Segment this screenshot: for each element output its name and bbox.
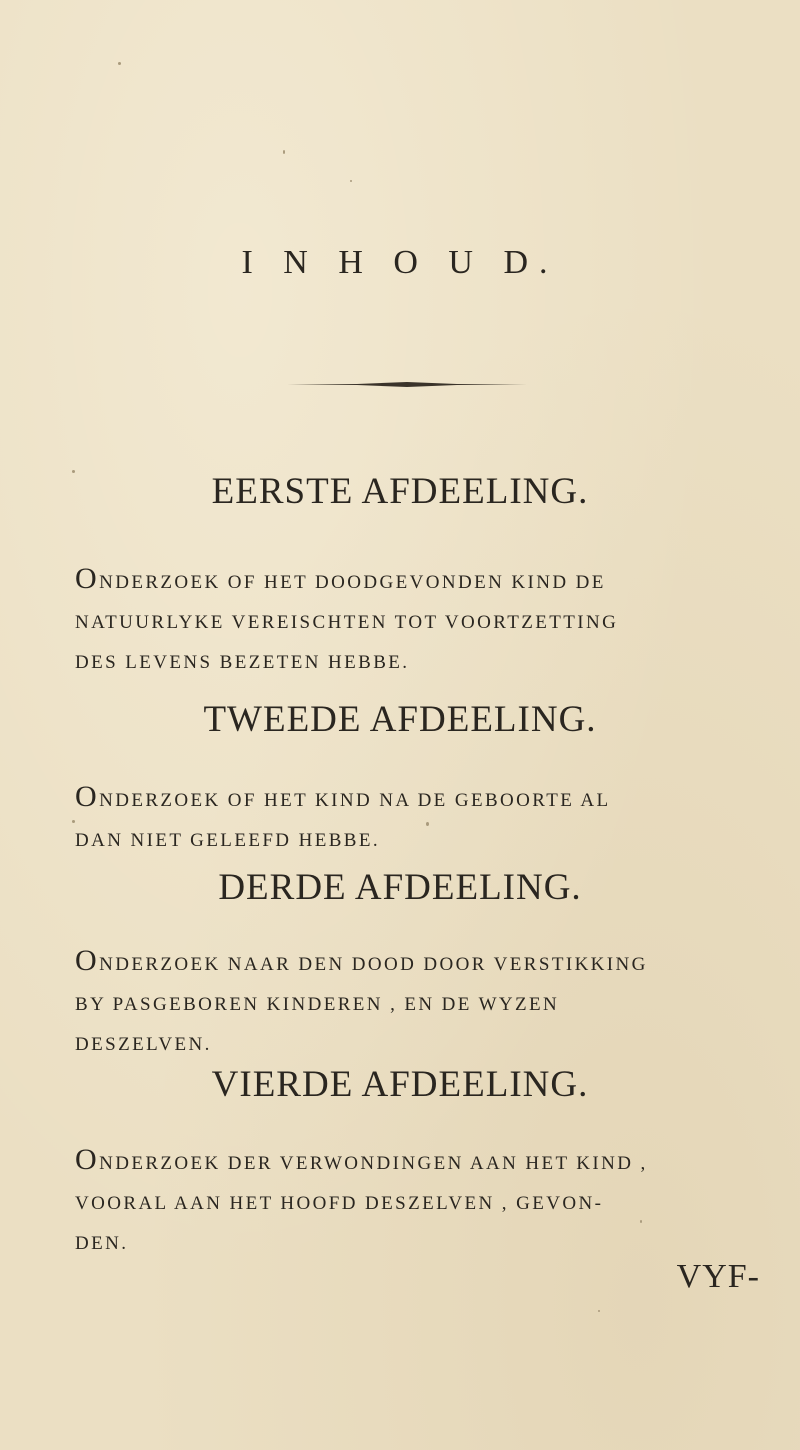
section-text-3 (75, 941, 765, 1065)
section-line: DES LEVENS BEZETEN HEBBE. (75, 652, 410, 673)
section-text-1 (75, 559, 765, 683)
section-text-4 (75, 1140, 765, 1264)
catchword: VYF- (676, 1258, 760, 1295)
paper-speck (118, 62, 121, 65)
section-line: DEN. (75, 1233, 129, 1254)
paper-speck (350, 180, 352, 182)
section-line: DESZELVEN. (75, 1034, 212, 1055)
section-heading-2: TWEEDE AFDEELING. (203, 699, 597, 740)
section-line: VOORAL AAN HET HOOFD DESZELVEN , GEVON- (75, 1193, 604, 1214)
section-heading-3: DERDE AFDEELING. (218, 867, 582, 908)
page-title: I N H O U D. (241, 244, 559, 281)
paper-speck (598, 1310, 600, 1312)
section-line: ONDERZOEK DER VERWONDINGEN AAN HET KIND , (75, 1143, 648, 1176)
section-line: NATUURLYKE VEREISCHTEN TOT VOORTZETTING (75, 612, 619, 633)
section-heading-1: EERSTE AFDEELING. (211, 471, 589, 512)
section-heading-4: VIERDE AFDEELING. (211, 1064, 589, 1105)
section-line: ONDERZOEK OF HET DOODGEVONDEN KIND DE (75, 562, 606, 595)
section-line: ONDERZOEK OF HET KIND NA DE GEBOORTE AL (75, 780, 611, 813)
section-line: BY PASGEBOREN KINDEREN , EN DE WYZEN (75, 994, 560, 1015)
paper-speck (283, 150, 285, 154)
section-line: ONDERZOEK NAAR DEN DOOD DOOR VERSTIKKING (75, 944, 648, 977)
section-line: DAN NIET GELEEFD HEBBE. (75, 830, 380, 851)
decorative-rule (287, 381, 527, 387)
section-text-2 (75, 777, 765, 861)
